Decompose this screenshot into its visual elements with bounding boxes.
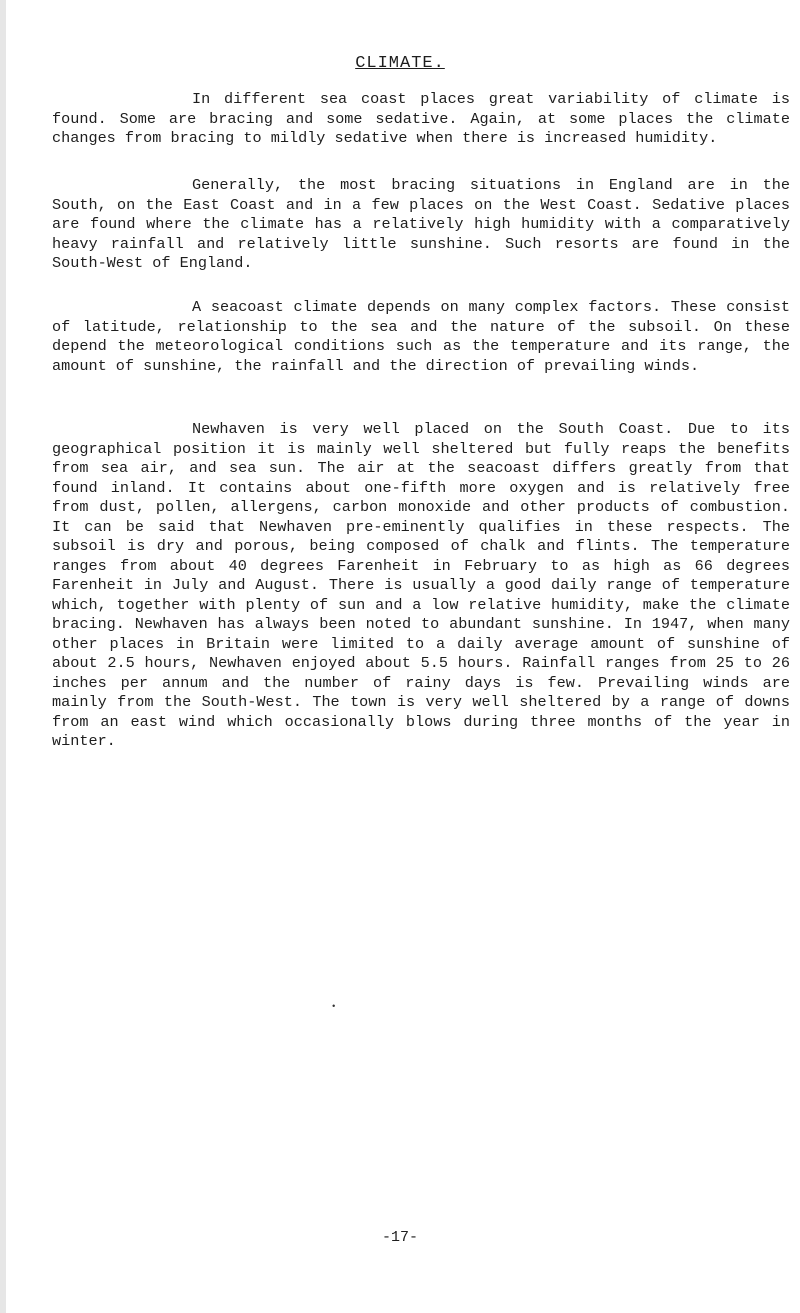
page-title: CLIMATE. — [355, 54, 445, 73]
paragraph-1-text: In different sea coast places great variability of climate is found. Some are bracing and some sedative. Again, at some places the climate changes from bracing to mildly sedative when there is increased humidity. — [52, 90, 790, 147]
paragraph-2-text: Generally, the most bracing situations in England are in the South, on the East Coast and in a few places on the West Coast. Sedative places are found where the climate has a relatively high humidity with a comparatively heavy rainfall and relatively little sunshine. Such resorts are found in the South-West of England. — [52, 176, 790, 272]
scan-speck: • — [331, 1002, 337, 1012]
paragraph-4 — [52, 420, 790, 752]
paragraph-3-text: A seacoast climate depends on many complex factors. These consist of latitude, relationship to the sea and the nature of the subsoil. On these depend the meteorological conditions such as the temperature and its range, the amount of sunshine, the rainfall and the direction of prevailing winds. — [52, 298, 790, 375]
paragraph-1 — [52, 90, 790, 149]
paragraph-3 — [52, 298, 790, 376]
page-number: -17- — [381, 1229, 418, 1246]
paragraph-2 — [52, 176, 790, 274]
paragraph-4-text: Newhaven is very well placed on the South Coast. Due to its geographical position it is mainly well sheltered but fully reaps the benefits from sea air, and sea sun. The air at the seacoast differs greatly from that found inland. It contains about one-fifth more oxygen and is relatively free from dust, pollen, allergens, carbon monoxide and other products of combustion. It can be said that Newhaven pre-eminently qualifies in these respects. The subsoil is dry and porous, being composed of chalk and flints. The temperature ranges from about 40 degrees Farenheit in February to as high as 66 degrees Farenheit in July and August. There is usually a good daily range of temperature which, together with plenty of sun and a low relative humidity, make the climate bracing. Newhaven has always been noted to abundant sunshine. In 1947, when many other places in Britain were limited to a daily average amount of sunshine of about 2.5 hours, Newhaven enjoyed about 5.5 hours. Rainfall ranges from 25 to 26 inches per annum and the number of rainy days is few. Prevailing winds are mainly from the South-West. The town is very well sheltered by a range of downs from an east wind which occasionally blows during three months of the year in winter. — [52, 420, 790, 750]
scan-edge — [0, 0, 6, 1313]
